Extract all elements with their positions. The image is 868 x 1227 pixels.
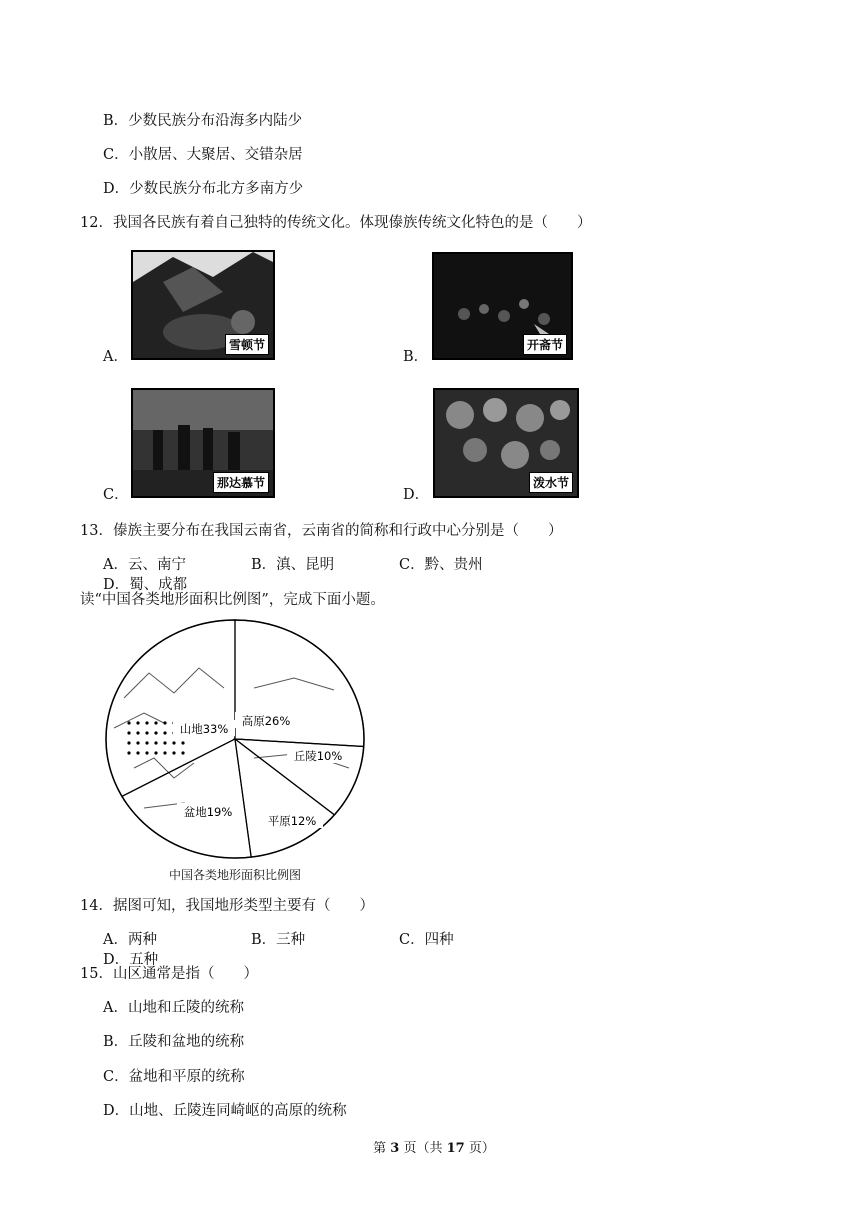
texture-dot	[127, 741, 130, 744]
q12-stem: 12．我国各民族有着自己独特的传统文化。体现傣族传统文化特色的是（ ）	[80, 215, 592, 231]
q11-option-b: B．少数民族分布沿海多内陆少	[103, 113, 303, 129]
texture-dot	[136, 751, 139, 754]
texture-dot	[163, 751, 166, 754]
q13-option-d: D．蜀、成都	[103, 577, 188, 593]
q11-option-c: C．小散居、大聚居、交错杂居	[103, 147, 303, 163]
texture-dot	[172, 751, 175, 754]
texture-dot	[154, 721, 157, 724]
texture-dot	[163, 731, 166, 734]
texture-dot	[127, 751, 130, 754]
q13-stem: 13．傣族主要分布在我国云南省，云南省的简称和行政中心分别是（ ）	[80, 523, 563, 539]
texture-dot	[145, 751, 148, 754]
texture-dot	[127, 731, 130, 734]
texture-dot	[181, 741, 184, 744]
q12-photo-d	[433, 388, 579, 498]
q12-caption-c: 那达慕节	[213, 472, 269, 493]
q14-option-c: C．四种	[399, 932, 454, 948]
q12-label-d: D．	[403, 487, 430, 503]
q14-option-b: B．三种	[251, 932, 306, 948]
texture-dot	[163, 741, 166, 744]
q13-options	[103, 555, 683, 595]
texture-dot	[181, 751, 184, 754]
texture-dot	[145, 741, 148, 744]
q14-option-d: D．五种	[103, 952, 159, 968]
q12-caption-b: 开斋节	[523, 334, 567, 355]
q12-caption-a: 雪顿节	[225, 334, 269, 355]
q12-label-c: C．	[103, 487, 129, 503]
q11-option-d: D．少数民族分布北方多南方少	[103, 181, 304, 197]
pie-label-高原: 高原26%	[241, 714, 291, 728]
terrain-pie-chart	[104, 618, 366, 860]
pie-label-盆地: 盆地19%	[183, 805, 233, 819]
texture-dot	[136, 741, 139, 744]
q15-option-d: D．山地、丘陵连同崎岖的高原的统称	[103, 1103, 347, 1119]
q14-option-a: A．两种	[103, 932, 157, 948]
footer-page-number: 3	[390, 1141, 400, 1156]
footer-pre: 第	[373, 1141, 391, 1156]
q15-option-b: B．丘陵和盆地的统称	[103, 1034, 245, 1050]
q15-option-a: A．山地和丘陵的统称	[103, 1000, 244, 1016]
texture-dot	[127, 721, 130, 724]
q12-photo-a	[131, 250, 275, 360]
q12-photo-c	[131, 388, 275, 498]
texture-dot	[163, 721, 166, 724]
chart-intro: 读“中国各类地形面积比例图”，完成下面小题。	[80, 592, 385, 608]
texture-dot	[154, 751, 157, 754]
footer-post: 页）	[464, 1141, 495, 1156]
texture-dot	[136, 721, 139, 724]
texture-dot	[136, 731, 139, 734]
pie-label-山地: 山地33%	[179, 722, 229, 736]
texture-dot	[154, 741, 157, 744]
footer-mid: 页（共	[399, 1141, 447, 1156]
pie-label-丘陵: 丘陵10%	[293, 749, 343, 763]
q13-option-a: A．云、南宁	[103, 557, 186, 573]
q12-photo-b	[432, 252, 573, 360]
q12-label-a: A．	[103, 349, 128, 365]
chart-caption: 中国各类地形面积比例图	[168, 868, 301, 882]
q12-caption-d: 泼水节	[529, 472, 573, 493]
texture-dot	[154, 731, 157, 734]
q13-option-c: C．黔、贵州	[399, 557, 483, 573]
q15-option-c: C．盆地和平原的统称	[103, 1069, 245, 1085]
texture-dot	[145, 721, 148, 724]
q15-stem: 15．山区通常是指（ ）	[80, 966, 258, 982]
texture-dot	[145, 731, 148, 734]
q14-stem: 14．据图可知，我国地形类型主要有（ ）	[80, 898, 374, 914]
footer-total-pages: 17	[446, 1141, 465, 1156]
q12-label-b: B．	[403, 349, 429, 365]
pie-label-平原: 平原12%	[267, 814, 317, 828]
texture-dot	[172, 741, 175, 744]
page-footer	[0, 1137, 868, 1156]
q13-option-b: B．滇、昆明	[251, 557, 335, 573]
pie-svg	[104, 618, 366, 860]
